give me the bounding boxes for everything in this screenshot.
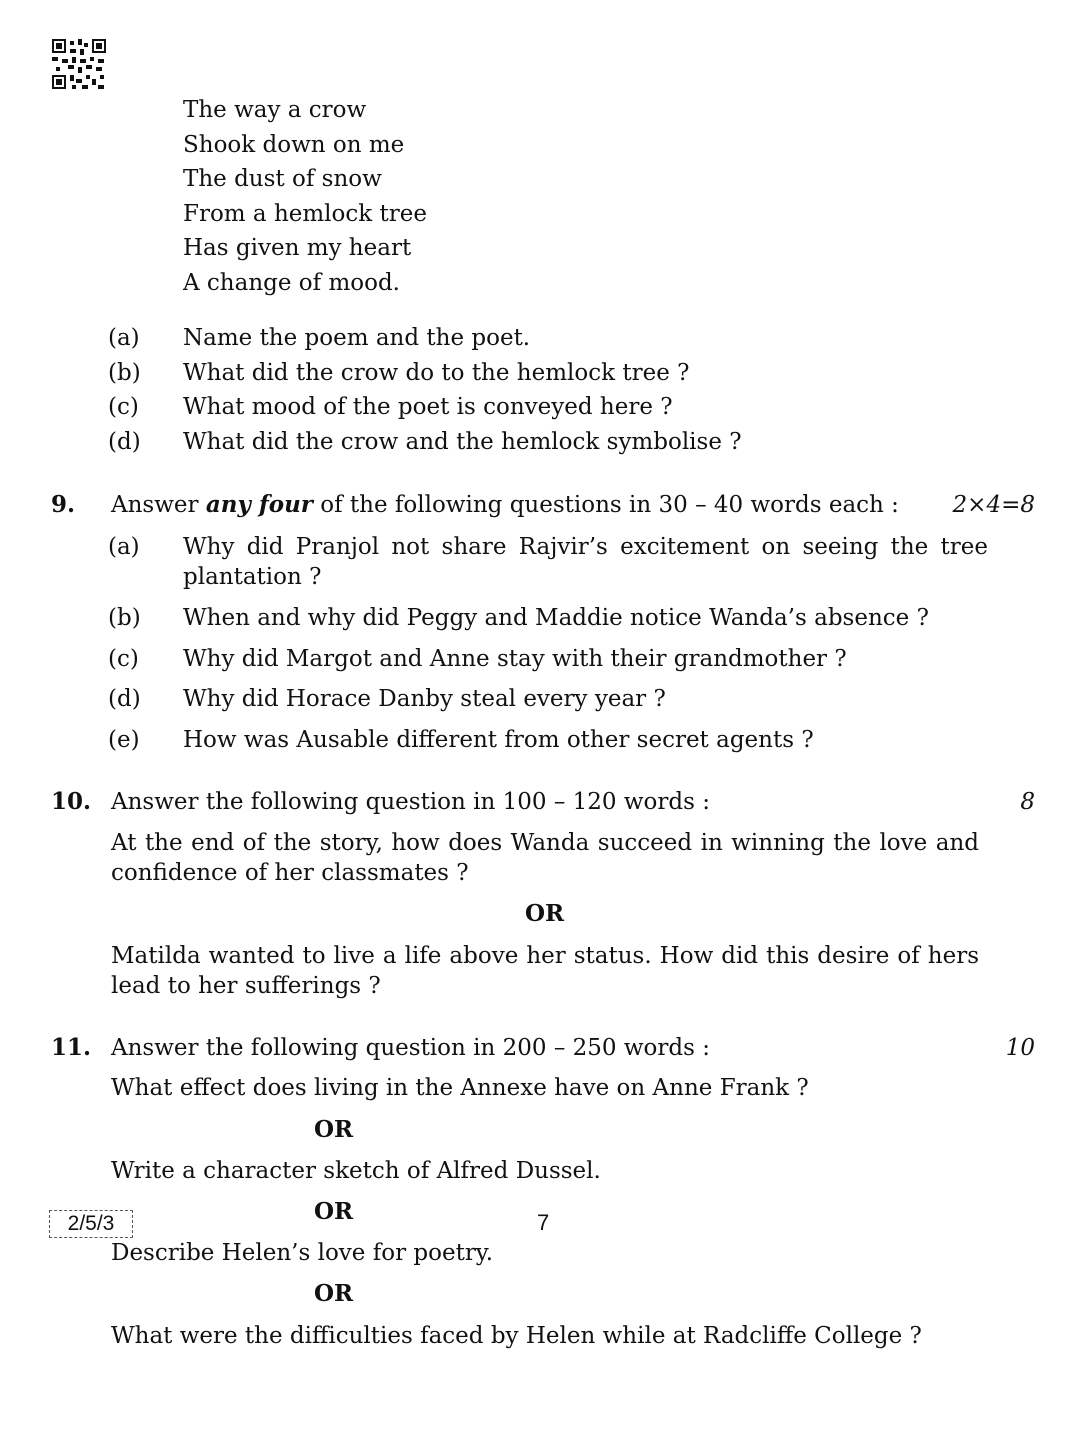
paper-code: 2/5/3 — [49, 1210, 133, 1238]
qr-code — [52, 39, 106, 89]
question-marks: 10 — [1005, 1035, 1035, 1061]
instruction-text: Answer — [111, 492, 206, 518]
or-separator: OR — [525, 900, 565, 927]
subquestion-label: (c) — [108, 646, 139, 672]
question-option: What effect does living in the Annexe have on Anne Frank ? — [111, 1075, 809, 1101]
subquestion-text: How was Ausable different from other secret agents ? — [183, 727, 814, 753]
instruction-emphasis: any four — [205, 491, 313, 518]
page-number: 7 — [537, 1210, 550, 1235]
subquestion-text: Name the poem and the poet. — [183, 325, 531, 351]
poem-line: A change of mood. — [183, 270, 400, 296]
poem-line: The way a crow — [183, 97, 367, 123]
question-option: Matilda wanted to live a life above her status. How did this desire of hers lead to her sufferings ? — [111, 943, 979, 999]
question-instruction — [111, 490, 899, 520]
poem-line: From a hemlock tree — [183, 201, 427, 227]
subquestion-text: What mood of the poet is conveyed here ? — [183, 394, 673, 420]
question-option: What were the difficulties faced by Helen while at Radcliffe College ? — [111, 1323, 922, 1349]
question-number: 11. — [51, 1034, 92, 1061]
subquestion-text: What did the crow and the hemlock symbolise ? — [183, 429, 742, 455]
or-separator: OR — [314, 1198, 354, 1225]
subquestion-text: Why did Horace Danby steal every year ? — [183, 686, 666, 712]
poem-line: The dust of snow — [183, 166, 382, 192]
question-number: 9. — [51, 491, 76, 518]
subquestion-label: (c) — [108, 394, 139, 420]
question-marks: 8 — [1020, 789, 1035, 815]
subquestion-label: (d) — [108, 429, 141, 455]
question-option: Describe Helen’s love for poetry. — [111, 1240, 494, 1266]
or-separator: OR — [314, 1280, 354, 1307]
question-number: 10. — [51, 788, 92, 815]
question-instruction: Answer the following question in 100 – 120 words : — [111, 789, 710, 815]
or-separator: OR — [314, 1116, 354, 1143]
question-instruction: Answer the following question in 200 – 250 words : — [111, 1035, 710, 1061]
question-option: Write a character sketch of Alfred Dussel. — [111, 1158, 601, 1184]
question-option: At the end of the story, how does Wanda succeed in winning the love and confidence of her classmates ? — [111, 830, 979, 886]
poem-line: Has given my heart — [183, 235, 412, 261]
subquestion-label: (a) — [108, 534, 140, 560]
subquestion-text: Why did Pranjol not share Rajvir’s excitement on seeing the tree plantation ? — [183, 534, 988, 590]
subquestion-label: (a) — [108, 325, 140, 351]
subquestion-label: (e) — [108, 727, 140, 753]
subquestion-label: (d) — [108, 686, 141, 712]
poem-line: Shook down on me — [183, 132, 405, 158]
instruction-text: of the following questions in 30 – 40 words each : — [312, 492, 899, 518]
subquestion-label: (b) — [108, 605, 141, 631]
subquestion-label: (b) — [108, 360, 141, 386]
question-marks: 2×4=8 — [952, 492, 1035, 518]
subquestion-text: Why did Margot and Anne stay with their grandmother ? — [183, 646, 847, 672]
subquestion-text: When and why did Peggy and Maddie notice Wanda’s absence ? — [183, 605, 929, 631]
subquestion-text: What did the crow do to the hemlock tree ? — [183, 360, 690, 386]
